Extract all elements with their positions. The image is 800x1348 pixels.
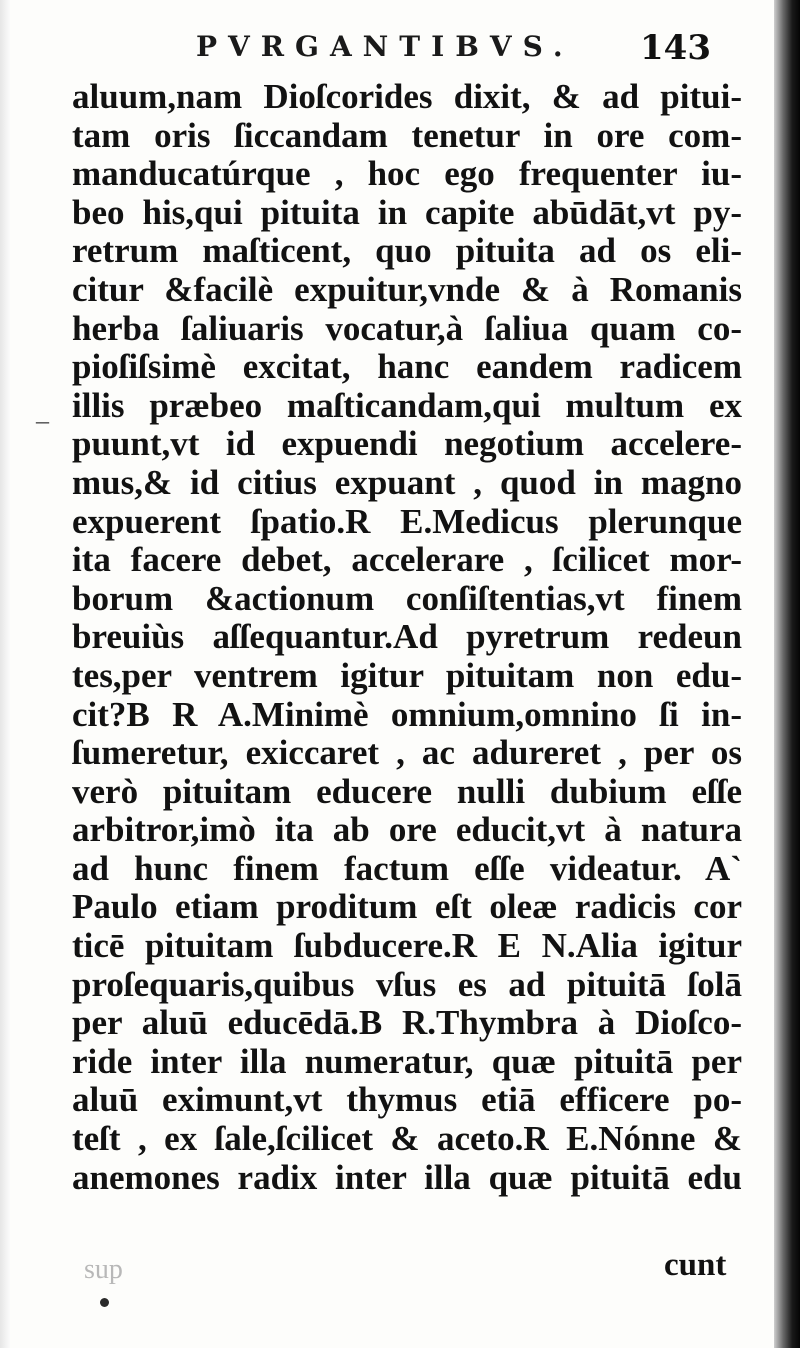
running-head bbox=[0, 30, 800, 70]
text-line: ita facere debet, accelerare , ſcilicet mor- bbox=[72, 541, 742, 580]
signature-mark: sup bbox=[84, 1254, 123, 1285]
text-line: Paulo etiam proditum eſt oleæ radicis cor bbox=[72, 888, 742, 927]
text-line: anemones radix inter illa quæ pituitā edu bbox=[72, 1158, 742, 1197]
text-line: beo his,qui pituita in capite abūdāt,vt py- bbox=[72, 193, 742, 232]
text-line: breuiùs aſſequantur.Ad pyretrum redeun bbox=[72, 618, 742, 657]
text-line: per aluū educēdā.B R.Thymbra à Dioſco- bbox=[72, 1004, 742, 1043]
text-line: expuerent ſpatio.R E.Medicus plerunque bbox=[72, 502, 742, 541]
text-line: ſumeretur, exiccaret , ac adureret , per os bbox=[72, 734, 742, 773]
text-line: verò pituitam educere nulli dubium eſſe bbox=[72, 772, 742, 811]
margin-mark: – bbox=[36, 406, 49, 435]
text-line: citur &facilè expuitur,vnde & à Romanis bbox=[72, 270, 742, 309]
text-line: illis præbeo maſticandam,qui multum ex bbox=[72, 386, 742, 425]
text-line: teſt , ex ſale,ſcilicet & aceto.R E.Nónne & bbox=[72, 1120, 742, 1159]
text-line: mus,& id citius expuant , quod in magno bbox=[72, 463, 742, 502]
text-line: retrum maſticent, quo pituita ad os eli- bbox=[72, 232, 742, 271]
text-line: cit?B R A.Minimè omnium,omnino ſi in- bbox=[72, 695, 742, 734]
page-left-edge bbox=[0, 0, 10, 1348]
page-number: 143 bbox=[640, 28, 711, 68]
text-line: aluū eximunt,vt thymus etiā efficere po- bbox=[72, 1081, 742, 1120]
text-line: tes,per ventrem igitur pituitam non edu- bbox=[72, 656, 742, 695]
text-line: ad hunc finem factum eſſe videatur. A` bbox=[72, 849, 742, 888]
running-title: PVRGANTIBVS. bbox=[196, 30, 574, 63]
text-line: ride inter illa numeratur, quæ pituitā per bbox=[72, 1042, 742, 1081]
page-right-edge-shadow bbox=[774, 0, 800, 1348]
text-line: proſequaris,quibus vſus es ad pituitā ſolā bbox=[72, 965, 742, 1004]
text-line: manducatúrque , hoc ego frequenter iu- bbox=[72, 155, 742, 194]
text-line: ticē pituitam ſubducere.R E N.Alia igitur bbox=[72, 927, 742, 966]
text-line: tam oris ſiccandam tenetur in ore com- bbox=[72, 116, 742, 155]
text-line: aluum,nam Dioſcorides dixit, & ad pitui- bbox=[72, 78, 742, 116]
text-line: herba ſaliuaris vocatur,à ſaliua quam co- bbox=[72, 309, 742, 348]
text-line: pioſiſsimè excitat, hanc eandem radicem bbox=[72, 348, 742, 387]
text-line: puunt,vt id expuendi negotium accelere- bbox=[72, 425, 742, 464]
catchword: cunt bbox=[664, 1247, 727, 1283]
ink-dot bbox=[100, 1298, 109, 1307]
text-line: arbitror,imò ita ab ore educit,vt à natura bbox=[72, 811, 742, 850]
body-text bbox=[72, 78, 742, 1197]
text-line: borum &actionum conſiſtentias,vt finem bbox=[72, 579, 742, 618]
